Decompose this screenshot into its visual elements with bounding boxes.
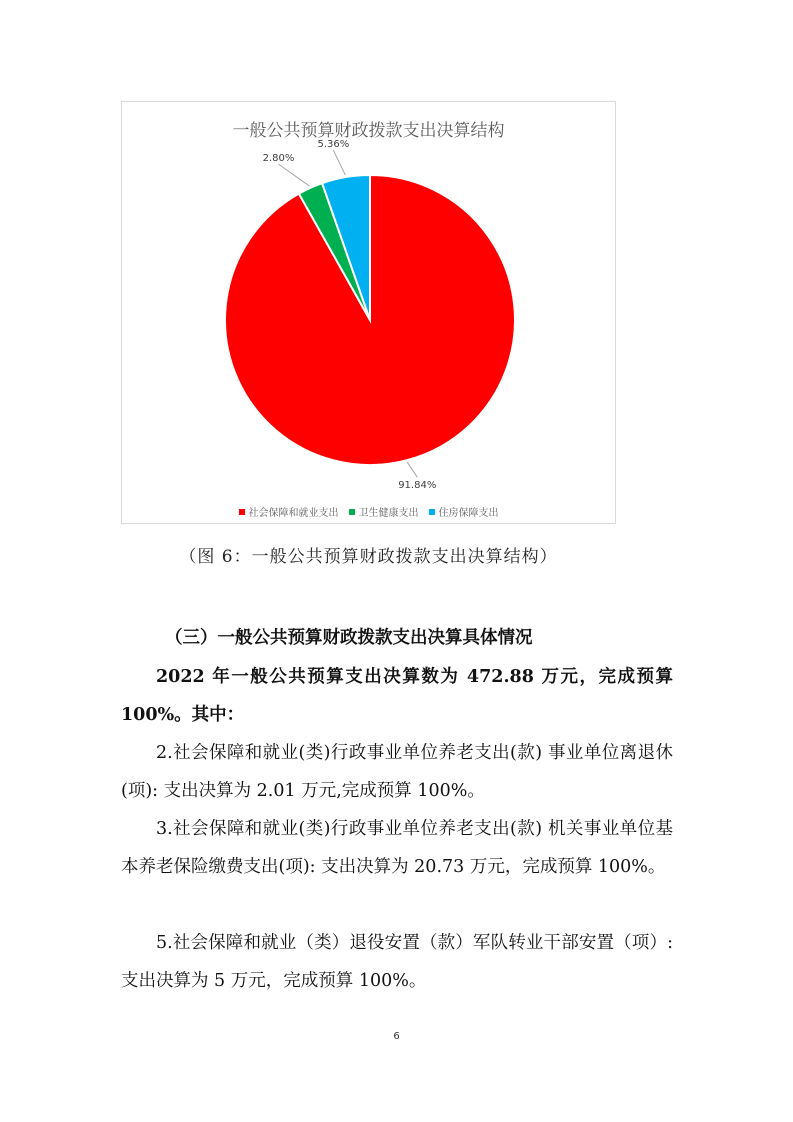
legend-label: 住房保障支出	[438, 508, 499, 519]
leader-line	[333, 150, 345, 175]
page-number: 6	[393, 1031, 400, 1042]
summary-paragraph: 2022 年一般公共预算支出决算数为 472.88 万元，完成预算 100%。其中：	[121, 667, 673, 725]
legend-swatch-icon	[239, 509, 245, 515]
section-heading: （三）一般公共预算财政拨款支出决算具体情况	[165, 628, 533, 648]
slice-label-social-security: 91.84%	[398, 480, 437, 492]
leader-line	[407, 462, 417, 477]
legend-item-social-security	[239, 504, 339, 519]
legend-label: 社会保障和就业支出	[248, 508, 339, 519]
pie-chart	[121, 101, 616, 524]
legend-label: 卫生健康支出	[358, 508, 419, 519]
legend-item-housing	[429, 504, 499, 519]
chart-legend	[122, 504, 615, 519]
item-paragraph-2: 2.社会保障和就业(类)行政事业单位养老支出(款) 事业单位离退休(项): 支出决算为 2.01 万元,完成预算 100%。	[121, 743, 673, 801]
chart-title: 一般公共预算财政拨款支出决算结构	[232, 121, 505, 141]
legend-item-health	[349, 504, 419, 519]
slice-label-housing: 5.36%	[317, 139, 350, 151]
pie-chart-plot	[122, 102, 617, 525]
legend-swatch-icon	[349, 509, 355, 515]
slice-label-health: 2.80%	[262, 153, 295, 165]
item-paragraph-3: 3.社会保障和就业(类)行政事业单位养老支出(款) 机关事业单位基本养老保险缴费支出(项): 支出决算为 20.73 万元，完成预算 100%。	[121, 819, 673, 877]
item-paragraph-5: 5.社会保障和就业（类）退役安置（款）军队转业干部安置（项）: 支出决算为 5 万元，完成预算 100%。	[121, 933, 673, 991]
legend-swatch-icon	[429, 509, 435, 515]
leader-line	[278, 164, 309, 186]
figure-caption: （图 6：一般公共预算财政拨款支出决算结构）	[179, 547, 558, 567]
